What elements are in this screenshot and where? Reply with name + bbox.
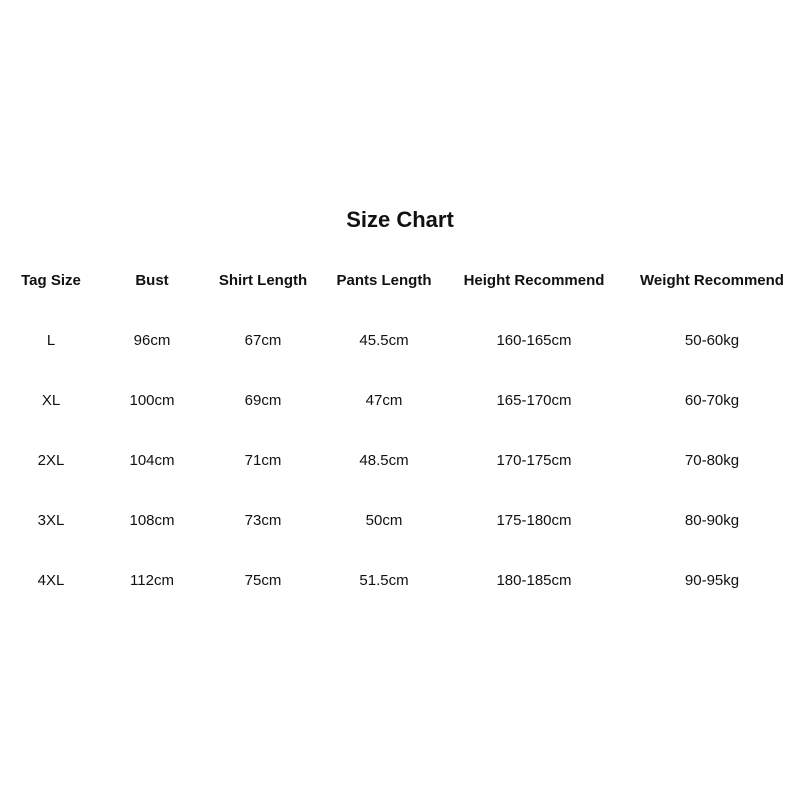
column-header-weight-recommend: Weight Recommend: [640, 271, 784, 289]
cell-bust: 104cm: [129, 451, 175, 469]
cell-tag-size: 4XL: [37, 571, 65, 589]
cell-weight-recommend: 80-90kg: [684, 511, 740, 529]
cell-shirt-length: 71cm: [244, 451, 282, 469]
table-row: [0, 490, 800, 550]
cell-height-recommend: 180-185cm: [496, 571, 572, 589]
cell-pants-length: 50cm: [365, 511, 403, 529]
cell-weight-recommend: 50-60kg: [684, 331, 740, 349]
table-row: [0, 370, 800, 430]
cell-height-recommend: 175-180cm: [496, 511, 572, 529]
cell-bust: 108cm: [129, 511, 175, 529]
header-row: [0, 250, 800, 310]
cell-bust: 96cm: [133, 331, 171, 349]
cell-shirt-length: 67cm: [244, 331, 282, 349]
cell-shirt-length: 73cm: [244, 511, 282, 529]
cell-pants-length: 47cm: [365, 391, 403, 409]
cell-bust: 112cm: [130, 571, 174, 589]
column-header-bust: Bust: [135, 271, 169, 289]
cell-height-recommend: 160-165cm: [496, 331, 572, 349]
table-row: [0, 550, 800, 610]
column-header-shirt-length: Shirt Length: [218, 271, 308, 289]
cell-tag-size: 3XL: [37, 511, 65, 529]
cell-tag-size: 2XL: [37, 451, 65, 469]
cell-shirt-length: 69cm: [244, 391, 282, 409]
column-header-tag-size: Tag Size: [21, 271, 81, 289]
table-row: [0, 430, 800, 490]
table-row: [0, 310, 800, 370]
cell-pants-length: 48.5cm: [359, 451, 409, 469]
cell-tag-size: XL: [41, 391, 61, 409]
page-title: Size Chart: [346, 207, 454, 232]
cell-weight-recommend: 70-80kg: [684, 451, 740, 469]
cell-height-recommend: 170-175cm: [496, 451, 572, 469]
column-header-height-recommend: Height Recommend: [463, 271, 605, 289]
column-header-pants-length: Pants Length: [336, 271, 432, 289]
size-chart-table: [0, 250, 800, 610]
cell-height-recommend: 165-170cm: [496, 391, 572, 409]
cell-pants-length: 51.5cm: [359, 571, 409, 589]
cell-pants-length: 45.5cm: [359, 331, 409, 349]
cell-tag-size: L: [46, 331, 56, 349]
cell-bust: 100cm: [129, 391, 175, 409]
cell-shirt-length: 75cm: [244, 571, 282, 589]
cell-weight-recommend: 60-70kg: [684, 391, 740, 409]
cell-weight-recommend: 90-95kg: [684, 571, 740, 589]
